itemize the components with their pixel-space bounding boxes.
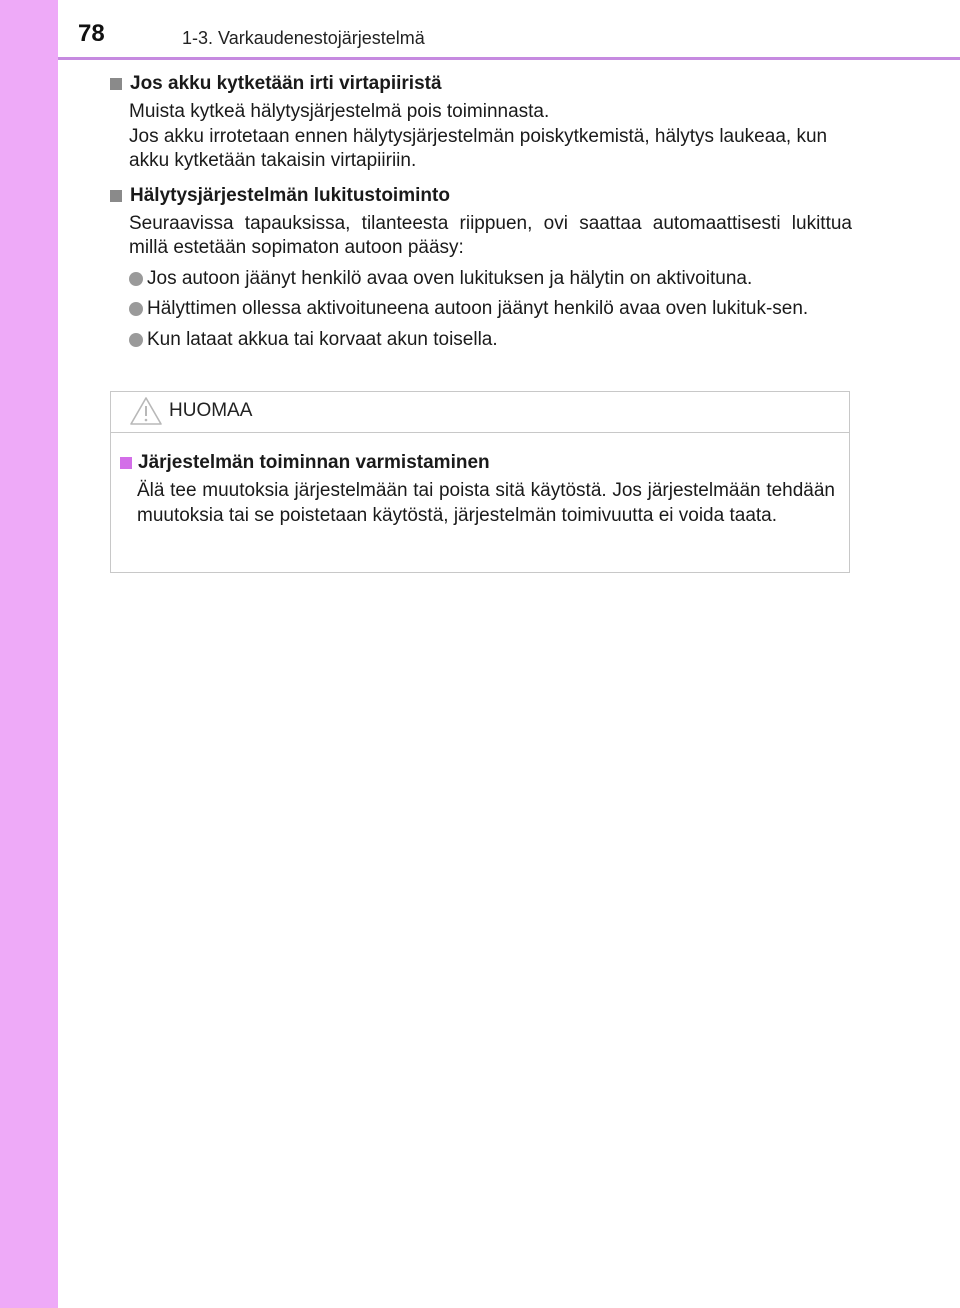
list-item-text: Hälyttimen ollessa aktivoituneena autoon jäänyt henkilö avaa oven lukituk-sen.	[147, 298, 809, 319]
main-content	[110, 72, 852, 352]
list-item	[129, 297, 852, 322]
notice-header	[111, 392, 849, 433]
warning-triangle-icon	[129, 396, 163, 431]
list-item-text: Kun lataat akkua tai korvaat akun toisella.	[147, 328, 498, 350]
left-color-band	[0, 0, 58, 1308]
list-item	[129, 328, 852, 353]
notice-heading	[120, 451, 835, 475]
page-number: 78	[78, 20, 105, 47]
square-bullet-icon	[120, 457, 132, 469]
paragraph: Jos akku irrotetaan ennen hälytysjärjestelmän poiskytkemistä, hälytys laukeaa, kun akku kytketään takaisin virtapiiriin.	[129, 125, 828, 171]
chapter-title: 1-3. Varkaudenestojärjestelmä	[182, 28, 425, 48]
list-item	[129, 267, 852, 292]
notice-box	[110, 391, 850, 573]
paragraph: Seuraavissa tapauksissa, tilanteesta riippuen, ovi saattaa automaattisesti lukittua millä estetään sopimaton autoon pääsy:	[129, 212, 852, 258]
section-heading-text: Jos akku kytketään irti virtapiiristä	[130, 73, 442, 94]
notice-title: HUOMAA	[169, 400, 253, 421]
round-bullet-icon	[129, 333, 143, 347]
round-bullet-icon	[129, 302, 143, 316]
list-item-text: Jos autoon jäänyt henkilö avaa oven lukituksen ja hälytin on aktivoituna.	[147, 267, 753, 289]
round-bullet-icon	[129, 272, 143, 286]
section-heading-locking	[110, 184, 852, 208]
section-heading-battery	[110, 72, 852, 96]
square-bullet-icon	[110, 190, 122, 202]
square-bullet-icon	[110, 78, 122, 90]
notice-text: Älä tee muutoksia järjestelmään tai poista sitä käytöstä. Jos järjestelmään tehdään muutoksia tai se poistetaan käytöstä, järjestelmän toimivuutta ei voida taata.	[137, 480, 835, 526]
notice-body	[111, 433, 849, 528]
header-rule	[58, 57, 960, 60]
paragraph: Muista kytkeä hälytysjärjestelmä pois toiminnasta.	[129, 101, 550, 122]
notice-heading-text: Järjestelmän toiminnan varmistaminen	[138, 452, 490, 473]
section-heading-text: Hälytysjärjestelmän lukitustoiminto	[130, 184, 450, 206]
